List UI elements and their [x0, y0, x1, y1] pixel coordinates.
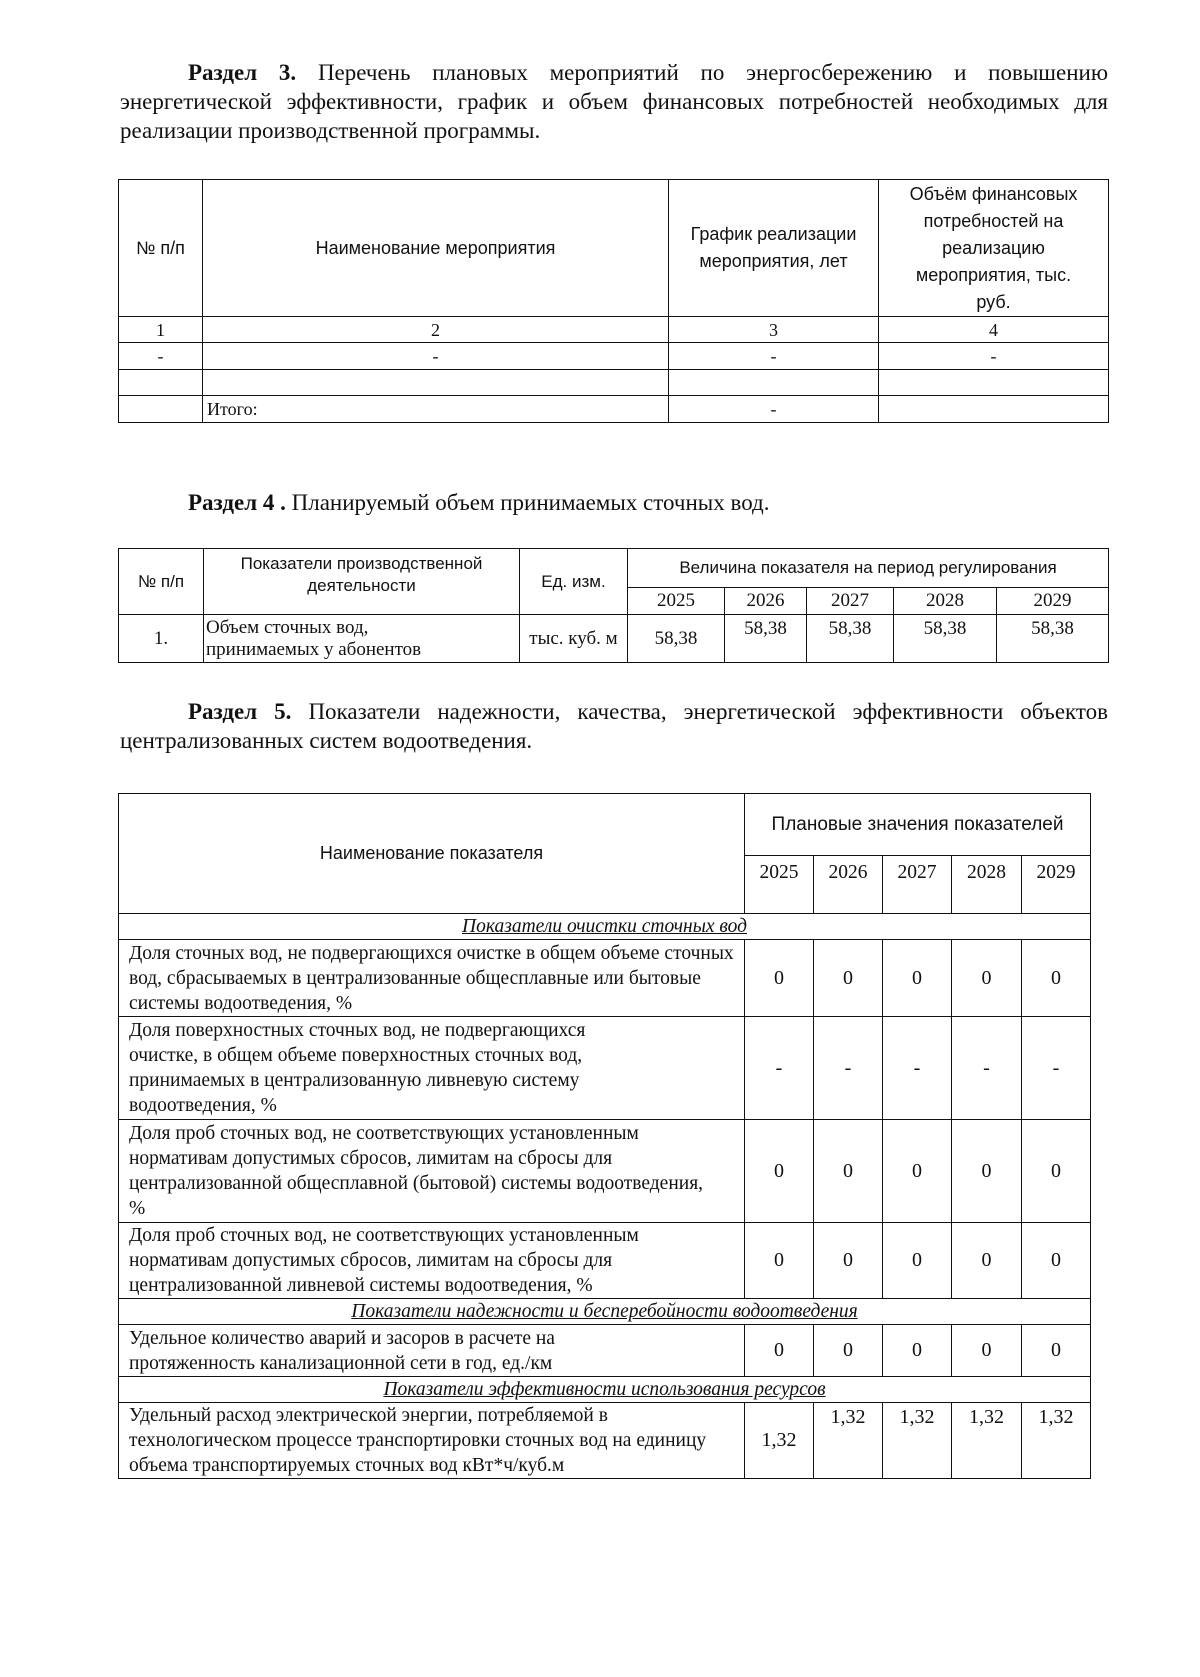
s5-group-efficiency: Показатели эффективности использования ресурсов: [119, 1377, 1091, 1403]
section5-title: Показатели надежности, качества, энергетической эффективности объектов централизованных систем водоотведения.: [120, 699, 1109, 753]
s3-col-number: 3: [669, 317, 879, 343]
s5-row-name: Доля поверхностных сточных вод, не подвергающихся очистке, в общем объеме поверхностных сточных вод, принимаемых в централизованную ливневую систему водоотведения, %: [119, 1017, 745, 1120]
s3-dash-cell: -: [879, 343, 1109, 370]
section3-table: [118, 179, 1109, 423]
s5-value: -: [745, 1017, 814, 1120]
s4-header-num: № п/п: [119, 549, 204, 615]
s5-value: 0: [883, 1223, 952, 1299]
section5-heading: [120, 697, 1108, 755]
s5-value: 1,32: [952, 1403, 1022, 1479]
s5-year: 2025: [745, 856, 814, 914]
s5-value: -: [1022, 1017, 1091, 1120]
s4-row-num: 1.: [119, 615, 204, 663]
s4-header-unit: Ед. изм.: [520, 549, 628, 615]
s5-value: 0: [745, 940, 814, 1017]
s5-value: 0: [745, 1325, 814, 1377]
s5-value: -: [883, 1017, 952, 1120]
s3-header-schedule: График реализации мероприятия, лет: [669, 180, 879, 317]
s5-row: [119, 1120, 1091, 1223]
s5-row-name: Удельное количество аварий и засоров в расчете на протяженность канализационной сети в год, ед./км: [119, 1325, 745, 1377]
s5-year: 2028: [952, 856, 1022, 914]
s5-value: 0: [814, 940, 883, 1017]
s5-value: 0: [952, 1325, 1022, 1377]
s5-value: 0: [1022, 940, 1091, 1017]
s4-row-name: Объем сточных вод, принимаемых у абонентов: [204, 615, 520, 663]
s4-row-unit: тыс. куб. м: [520, 615, 628, 663]
s5-value: 0: [883, 1325, 952, 1377]
s5-value: 0: [814, 1325, 883, 1377]
s5-value: -: [814, 1017, 883, 1120]
s4-year: 2025: [628, 588, 725, 615]
s3-dash-row: [119, 343, 1109, 370]
section4-title: Планируемый объем принимаемых сточных вод.: [291, 490, 770, 515]
s5-header-name: Наименование показателя: [119, 794, 745, 914]
s3-total-label: Итого:: [203, 396, 669, 423]
s4-value: 58,38: [997, 615, 1109, 663]
s3-col-number: 4: [879, 317, 1109, 343]
s5-value: 0: [952, 1120, 1022, 1223]
s5-group-reliability: Показатели надежности и бесперебойности водоотведения: [119, 1299, 1091, 1325]
section4-table: [118, 548, 1109, 663]
section3-title: Перечень плановых мероприятий по энергосбережению и повышению энергетической эффективности, график и объем финансовых потребностей необходимых для реализации производственной программы.: [120, 60, 1109, 143]
section4-label: Раздел 4 .: [188, 490, 286, 515]
s3-dash-cell: -: [669, 343, 879, 370]
s4-value: 58,38: [628, 615, 725, 663]
s5-row-name: Удельный расход электрической энергии, потребляемой в технологическом процессе транспортировки сточных вод на единицу объема транспортируемых сточных вод кВт*ч/куб.м: [119, 1403, 745, 1479]
s3-col-number: 1: [119, 317, 203, 343]
s4-year: 2028: [894, 588, 997, 615]
s5-value: 1,32: [745, 1403, 814, 1479]
s3-total-schedule: -: [669, 396, 879, 423]
s3-col-number: 2: [203, 317, 669, 343]
s5-value: 0: [952, 940, 1022, 1017]
s3-number-row: [119, 317, 1109, 343]
s5-row: [119, 1403, 1091, 1479]
s5-row-name: Доля сточных вод, не подвергающихся очистке в общем объеме сточных вод, сбрасываемых в централизованные общесплавные или бытовые системы водоотведения, %: [119, 940, 745, 1017]
s4-value: 58,38: [807, 615, 894, 663]
s4-value: 58,38: [725, 615, 807, 663]
s5-value: 0: [883, 940, 952, 1017]
s4-header-indicator: Показатели производственной деятельности: [204, 549, 520, 615]
section4-heading: [188, 488, 1088, 517]
s3-dash-cell: -: [119, 343, 203, 370]
s5-value: 0: [745, 1223, 814, 1299]
s5-group-cleaning: Показатели очистки сточных вод: [119, 914, 1091, 940]
s5-value: 0: [1022, 1223, 1091, 1299]
s5-row: [119, 940, 1091, 1017]
s5-value: 1,32: [1022, 1403, 1091, 1479]
s4-year: 2029: [997, 588, 1109, 615]
s3-dash-cell: -: [203, 343, 669, 370]
s5-row: [119, 1325, 1091, 1377]
s3-header-finance: Объём финансовых потребностей на реализацию мероприятия, тыс. руб.: [879, 180, 1109, 317]
s3-empty-row: [119, 370, 1109, 396]
s5-value: -: [952, 1017, 1022, 1120]
s5-value: 0: [1022, 1325, 1091, 1377]
s5-value: 0: [883, 1120, 952, 1223]
s4-header-period: Величина показателя на период регулирования: [628, 549, 1109, 588]
s5-value: 1,32: [814, 1403, 883, 1479]
s5-value: 0: [814, 1223, 883, 1299]
s4-data-row: [119, 615, 1109, 663]
s4-year: 2027: [807, 588, 894, 615]
section3-label: Раздел 3.: [188, 60, 297, 85]
s5-row-name: Доля проб сточных вод, не соответствующих установленным нормативам допустимых сбросов, лимитам на сбросы для централизованной общесплавной (бытовой) системы водоотведения, %: [119, 1120, 745, 1223]
s5-header-planned: Плановые значения показателей: [745, 794, 1091, 856]
s3-header-name: Наименование мероприятия: [203, 180, 669, 317]
s5-value: 0: [952, 1223, 1022, 1299]
s5-value: 0: [814, 1120, 883, 1223]
s5-year: 2027: [883, 856, 952, 914]
s5-row: [119, 1017, 1091, 1120]
section5-table: [118, 793, 1091, 1479]
s5-row-name: Доля проб сточных вод, не соответствующих установленным нормативам допустимых сбросов, лимитам на сбросы для централизованной ливневой системы водоотведения, %: [119, 1223, 745, 1299]
s5-value: 0: [745, 1120, 814, 1223]
s4-year: 2026: [725, 588, 807, 615]
s5-value: 1,32: [883, 1403, 952, 1479]
s5-year: 2029: [1022, 856, 1091, 914]
s5-value: 0: [1022, 1120, 1091, 1223]
s3-header-num: № п/п: [119, 180, 203, 317]
section3-heading: [120, 58, 1108, 145]
s5-row: [119, 1223, 1091, 1299]
s5-year: 2026: [814, 856, 883, 914]
s4-value: 58,38: [894, 615, 997, 663]
s3-total-row: [119, 396, 1109, 423]
section5-label: Раздел 5.: [188, 699, 292, 724]
